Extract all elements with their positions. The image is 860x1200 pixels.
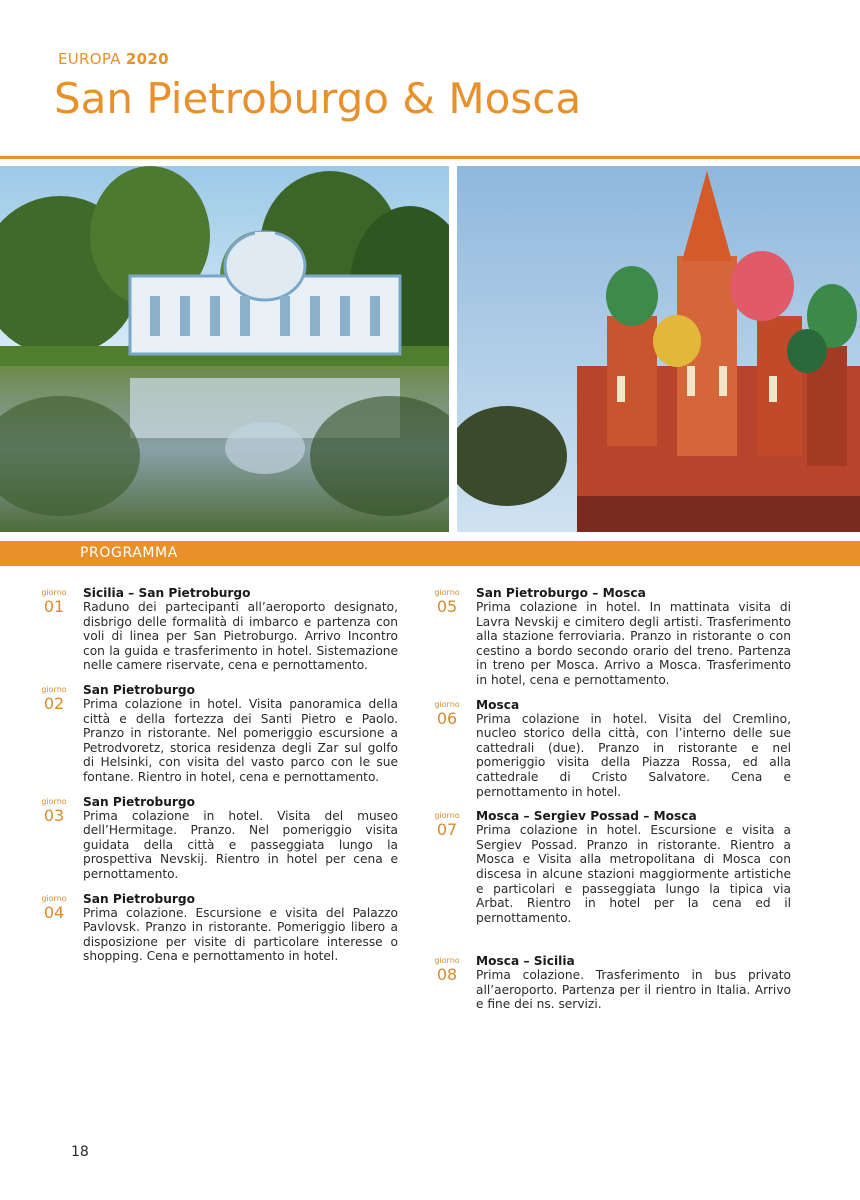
day-text: Prima colazione in hotel. In mattinata visita di Lavra Nevskij e cimitero degli artisti. Trasferimento alla stazione ferroviaria. Pranzo in ristorante o con cestino a bordo secondo orario del treno. Partenza in treno per Mosca. Arrivo a Mosca. Trasferimento in hotel, cena e pernottamento. <box>476 600 791 687</box>
kicker-region: EUROPA <box>58 50 121 68</box>
itinerary-column-left <box>38 585 398 964</box>
day-number <box>38 797 70 825</box>
day-text: Prima colazione in hotel. Escursione e visita a Sergiev Possad. Pranzo in ristorante. Rientro a Mosca e Visita alla metropolitana di Mosca con discesa in alcune stazioni maggiormente artistiche e particolari e passeggiata lungo la tipica via Arbat. Rientro in hotel per la cena ed il pernottamento. <box>476 823 791 925</box>
day-title: San Pietroburgo <box>83 794 196 809</box>
header-kicker <box>58 50 169 68</box>
kicker-year: 2020 <box>125 50 169 68</box>
day-item <box>431 586 791 688</box>
day-num: 01 <box>43 597 65 616</box>
day-text: Raduno dei partecipanti all’aeroporto designato, disbrigo delle formalità di imbarco e partenza con voli di linea per San Pietroburgo. Arrivo Incontro con la guida e trasferimento in hotel. Sistemazione nelle camere riservate, cena e pernottamento. <box>83 600 398 673</box>
day-text: Prima colazione in hotel. Visita del Cremlino, nucleo storico della città, con l’interno delle sue cattedrali (due). Pranzo in ristorante e nel pomeriggio visita della Piazza Rossa, ed alla cattedrale di Cristo Salvatore. Cena e pernottamento in hotel. <box>476 711 791 799</box>
day-item <box>431 809 791 925</box>
day-text: Prima colazione. Trasferimento in bus privato all’aeroporto. Partenza per il rientro in Italia. Arrivo e fine dei ns. servizi. <box>476 968 791 1012</box>
day-num: 07 <box>436 820 458 840</box>
day-number <box>38 685 70 713</box>
day-num: 06 <box>436 708 458 728</box>
giorno-label: giorno <box>41 684 67 694</box>
header-rule <box>0 156 860 159</box>
day-title: San Pietroburgo – Mosca <box>476 586 646 600</box>
page-number: 18 <box>71 1144 89 1160</box>
photo-cathedral <box>457 166 860 532</box>
giorno-label: giorno <box>41 588 67 597</box>
day-num: 02 <box>43 693 65 713</box>
day-item <box>431 954 791 1012</box>
day-title: San Pietroburgo <box>83 682 196 697</box>
giorno-label: giorno <box>41 893 67 903</box>
day-item <box>38 892 398 964</box>
day-title: San Pietroburgo <box>83 891 196 906</box>
day-item <box>38 683 398 785</box>
giorno-label: giorno <box>434 588 460 597</box>
page-title: San Pietroburgo & Mosca <box>54 74 582 123</box>
day-number <box>431 956 463 984</box>
photo-pavilion <box>0 166 449 532</box>
day-title: Sicilia – San Pietroburgo <box>83 586 251 600</box>
day-num: 08 <box>436 965 458 985</box>
day-number <box>431 588 463 616</box>
giorno-label: giorno <box>434 699 460 709</box>
giorno-label: giorno <box>434 956 460 966</box>
itinerary-column-right <box>431 585 791 1012</box>
day-item <box>38 795 398 882</box>
day-num: 05 <box>436 597 458 616</box>
programma-label: PROGRAMMA <box>80 545 178 561</box>
day-title: Mosca – Sicilia <box>476 954 575 969</box>
day-item <box>431 698 791 800</box>
day-text: Prima colazione in hotel. Visita panoramica della città e della fortezza dei Santi Pietro e Paolo. Pranzo in ristorante. Nel pomeriggio escursione a Petrodvoretz, storica residenza degli Zar sul golfo di Helsinki, con visita del vasto parco con le sue fontane. Rientro in hotel, cena e pernottamento. <box>83 696 398 784</box>
day-item <box>38 586 398 673</box>
giorno-label: giorno <box>434 811 460 821</box>
day-num: 03 <box>43 805 65 825</box>
day-number <box>38 894 70 922</box>
day-number <box>431 700 463 728</box>
programma-band <box>0 541 860 566</box>
day-text: Prima colazione. Escursione e visita del Palazzo Pavlovsk. Pranzo in ristorante. Pomeriggio libero a disposizione per visite di particolare interesse o shopping. Cena e pernottamento in hotel. <box>83 905 398 964</box>
day-title: Mosca <box>476 697 520 712</box>
day-text: Prima colazione in hotel. Visita del museo dell’Hermitage. Pranzo. Nel pomeriggio visita guidata della città e passeggiata lungo la prospettiva Nevskij. Rientro in hotel per cena e pernottamento. <box>83 808 398 881</box>
day-title: Mosca – Sergiev Possad – Mosca <box>476 809 697 824</box>
day-number <box>38 588 70 616</box>
giorno-label: giorno <box>41 796 67 806</box>
day-number <box>431 811 463 839</box>
day-num: 04 <box>43 902 65 922</box>
